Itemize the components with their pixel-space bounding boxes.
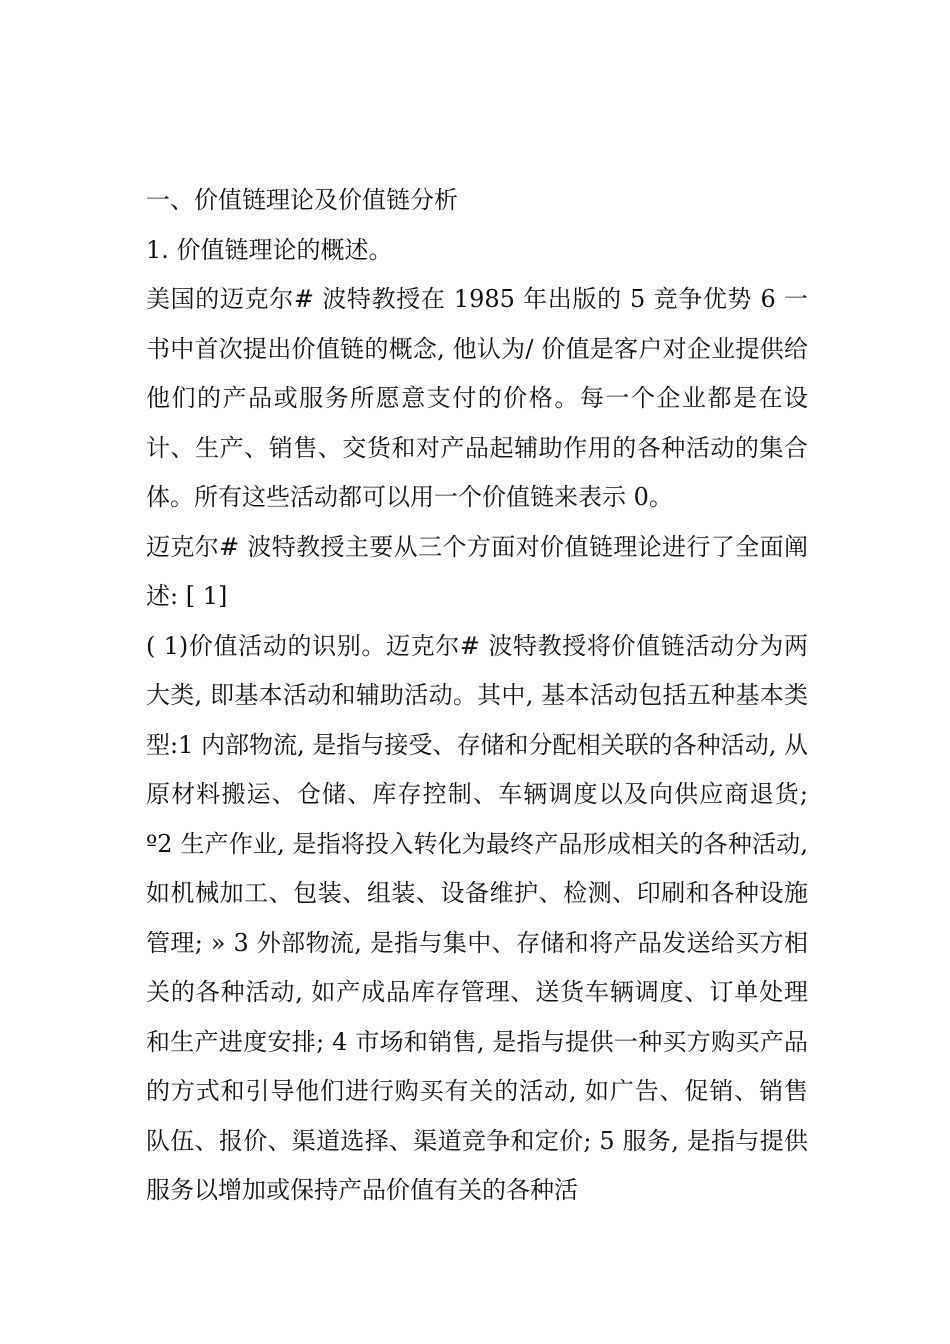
document-body (146, 176, 808, 1216)
subsection-heading: 1. 价值链理论的概述。 (146, 235, 393, 264)
section-heading: 一、价值链理论及价值链分析 (146, 186, 458, 214)
paragraph-intro: 美国的迈克尔# 波特教授在 1985 年出版的 5 竞争优势 6 一书中首次提出价值链的概念, 他认为/ 价值是客户对企业提供给他们的产品或服务所愿意支付的价格。每一个企业都是在设计、生产、销售、交货和对产品起辅助作用的各种活动的集合体。所有这些活动都可以用一个价值链来表示 0。 (146, 285, 808, 511)
paragraph-overview: 迈克尔# 波特教授主要从三个方面对价值链理论进行了全面阐述: [ 1] (146, 532, 808, 610)
paragraph-value-activities: ( 1)价值活动的识别。迈克尔# 波特教授将价值链活动分为两大类, 即基本活动和辅助活动。其中, 基本活动包括五种基本类型:1 内部物流, 是指与接受、存储和分配相关联的各种活动, 从原材料搬运、仓储、库存控制、车辆调度以及向供应商退货; º2 生产作业, 是指将投入转化为最终产品形成相关的各种活动, 如机械加工、包装、组装、设备维护、检测、印刷和各种设施管理; » 3 外部物流, 是指与集中、存储和将产品发送给买方相关的各种活动, 如产成品库存管理、送货车辆调度、订单处理和生产进度安排; 4 市场和销售, 是指与提供一种买方购买产品的方式和引导他们进行购买有关的活动, 如广告、促销、销售队伍、报价、渠道选择、渠道竞争和定价; 5 服务, 是指与提供服务以增加或保持产品价值有关的各种活 (146, 631, 808, 1204)
